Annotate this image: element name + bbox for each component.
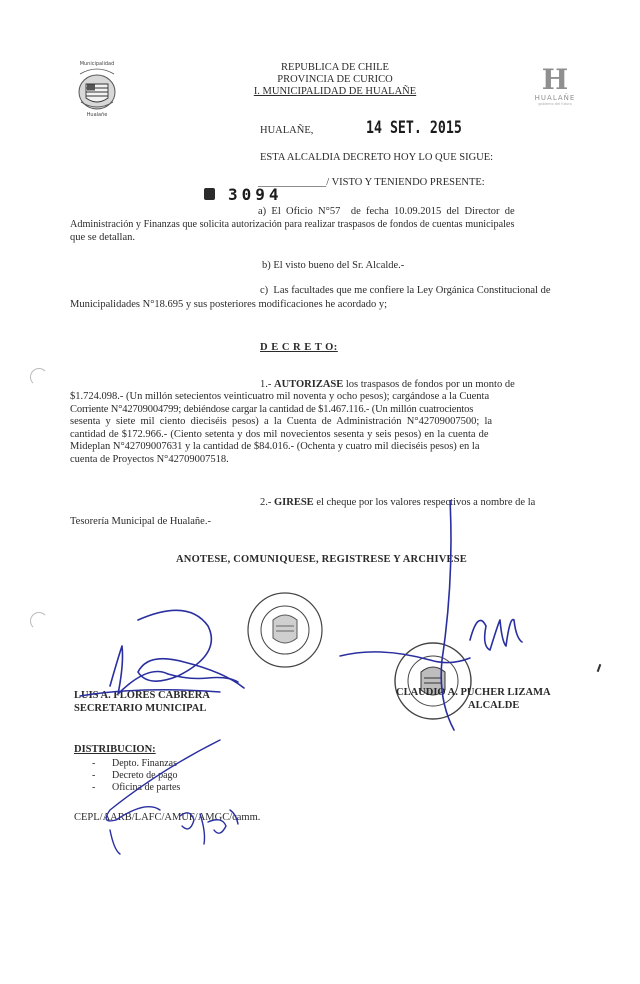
considerando-b: b) El visto bueno del Sr. Alcalde.-	[262, 260, 405, 271]
article-1-first-line	[260, 379, 596, 392]
decree-number: 3094	[228, 185, 283, 204]
article-1-body	[70, 391, 596, 467]
article-1-text: los traspasos de fondos por un monto de	[343, 379, 515, 390]
initials-line: CEPL/AARB/LAFC/AMUF/AMGC/camm.	[74, 812, 261, 823]
decree-number-mark-icon	[204, 188, 215, 200]
logo-left-top-text: Municipalidad	[79, 61, 115, 67]
visto-line: _____________/ VISTO Y TENIENDO PRESENTE:	[258, 177, 485, 188]
article-2-text: el cheque por los valores respectivos a nombre de la	[313, 497, 536, 508]
punch-hole-bottom	[30, 612, 48, 630]
article-1-line: sesenta y siete mil ciento dieciséis pesos) a la Cuenta de Administración N°42709007500; la	[70, 416, 493, 428]
decreto-heading: D E C R E T O:	[260, 342, 338, 353]
considerando-a-first: a) El Oficio N°57 de fecha 10.09.2015 del Director de	[258, 206, 515, 217]
considerando-a-second: Administración y Finanzas que solicita autorización para realizar traspasos de fondos de cuentas municipales	[70, 219, 515, 230]
closing-formula: ANOTESE, COMUNIQUESE, REGISTRESE Y ARCHIVESE	[176, 554, 468, 565]
margin-mark	[597, 664, 602, 672]
article-2-last-line: Tesorería Municipal de Hualañe.-	[70, 516, 211, 527]
header-republica: REPUBLICA DE CHILE	[281, 62, 389, 73]
article-1-last-line: cuenta de Proyectos N°42709007518.	[70, 453, 229, 465]
article-1-line: Mideplan N°42709007631 y la cantidad de $84.016.- (Ochenta y cuatro mil dieciséis pesos) en la	[70, 441, 480, 453]
secretary-name: LUIS A. FLORES CABRERA	[74, 690, 210, 701]
considerando-c-first: c) Las facultades que me confiere la Ley Orgánica Constitucional de	[260, 285, 551, 296]
distribution-item: - Decreto de pago	[92, 770, 178, 782]
article-1-line: $1.724.098.- (Un millón setecientos veinticuatro mil noventa y ocho pesos); cargándose a la Cuenta	[70, 391, 490, 402]
place-label: HUALAÑE,	[260, 125, 314, 136]
mayor-title: ALCALDE	[468, 700, 520, 711]
brand-logo-sub: gobierno del futuro	[538, 102, 572, 106]
brand-logo-mark: H	[541, 63, 569, 96]
intro-line: ESTA ALCALDIA DECRETO HOY LO QUE SIGUE:	[260, 152, 494, 163]
distribution-title: DISTRIBUCION:	[74, 744, 156, 755]
article-2-keyword: GIRESE	[274, 497, 314, 508]
secretary-signature	[70, 600, 300, 730]
considerando-c-second: Municipalidades N°18.695 y sus posteriores modificaciones he acordado y;	[70, 299, 388, 310]
article-1-keyword: AUTORIZASE	[274, 379, 344, 390]
mayor-name: CLAUDIO A. PUCHER LIZAMA	[396, 687, 551, 698]
brand-logo-text: HUALAÑE	[534, 94, 576, 102]
distribution-item: - Depto. Finanzas	[92, 758, 177, 769]
secretary-title: SECRETARIO MUNICIPAL	[74, 703, 207, 714]
article-1-number: 1.-	[260, 379, 274, 390]
article-1-line: Corriente N°42709004799; debiéndose cargar la cantidad de $1.467.116.- (Un millón cuatrocientos	[70, 403, 474, 415]
date-stamp: 14 SET. 2015	[366, 118, 462, 138]
punch-hole-top	[30, 368, 48, 386]
article-2-number: 2.-	[260, 497, 274, 508]
distribution-item: - Oficina de partes	[92, 782, 181, 794]
article-1-line: cantidad de $172.966.- (Ciento setenta y dos mil novecientos sesenta y seis pesos) en la cuenta de	[70, 428, 489, 440]
hualane-brand-logo	[530, 63, 580, 110]
header-provincia: PROVINCIA DE CURICO	[277, 74, 393, 85]
header-municipalidad: I. MUNICIPALIDAD DE HUALAÑE	[253, 86, 417, 97]
logo-left-bottom-text: Hualañe	[86, 112, 108, 118]
initials-signature	[80, 730, 270, 860]
mayor-signature	[330, 500, 560, 740]
considerando-a-third: que se detallan.	[70, 232, 136, 243]
